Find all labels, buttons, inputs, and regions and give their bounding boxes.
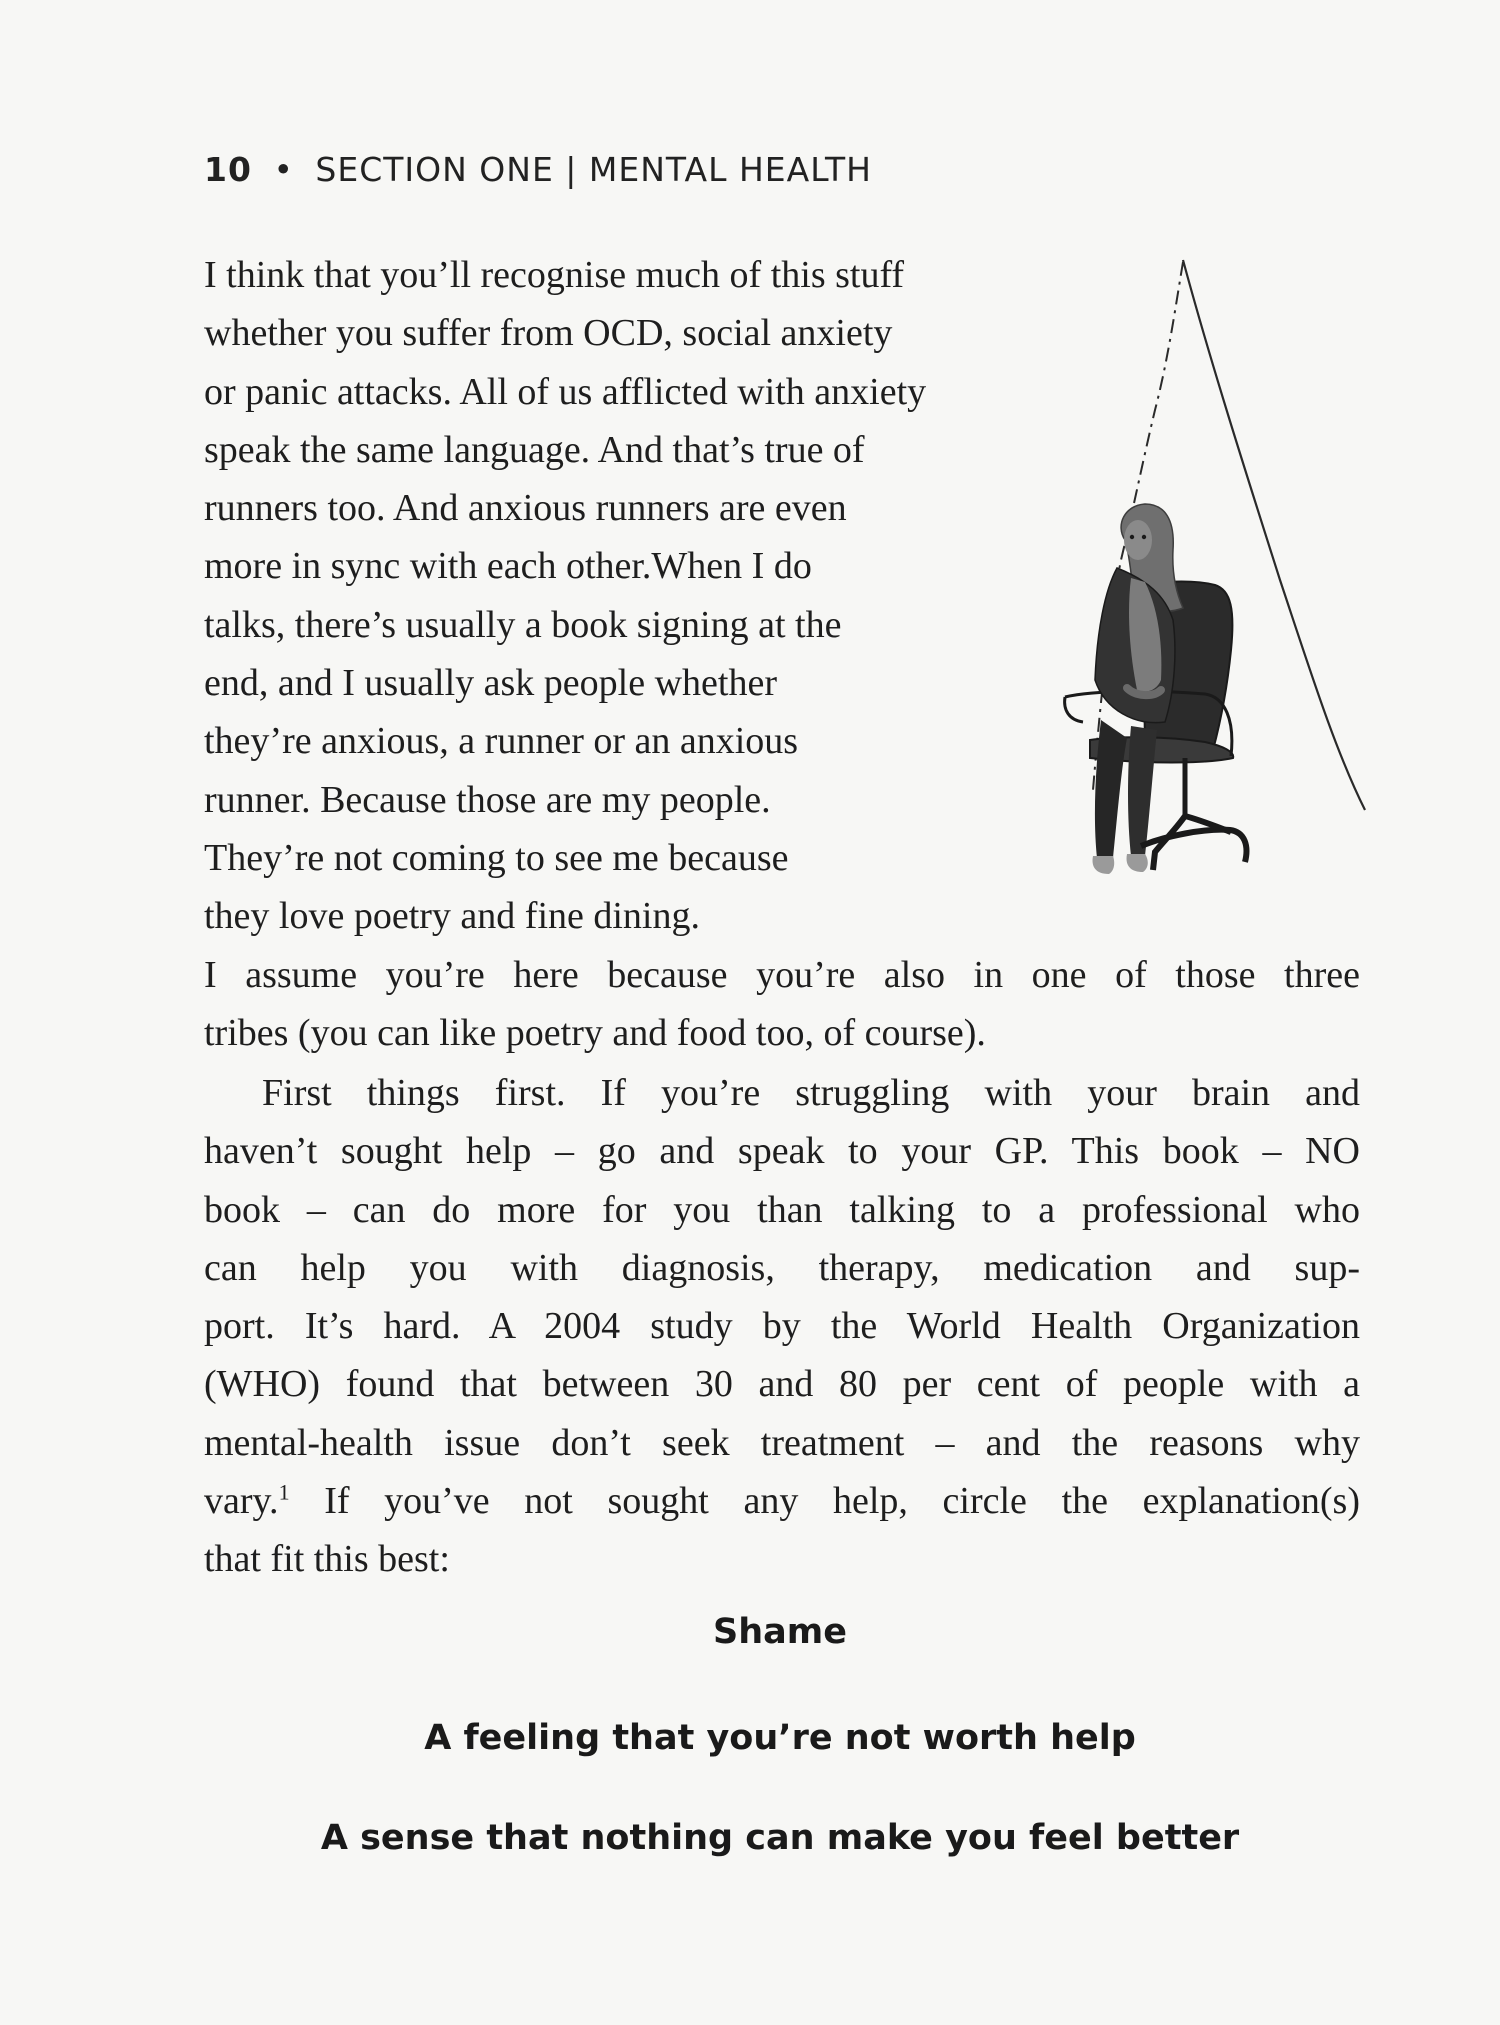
text-segment: If you’ve not sought any help, circle the explanation(s) xyxy=(324,1480,1360,1523)
text-line xyxy=(204,1472,1360,1530)
running-head xyxy=(204,150,872,189)
text-line: mental-health issue don’t seek treatment – and the reasons why xyxy=(204,1421,1360,1464)
text-line: runners too. And anxious runners are even xyxy=(204,487,847,530)
header-separator: • xyxy=(273,150,294,189)
text-line: port. It’s hard. A 2004 study by the World Health Organization xyxy=(204,1305,1360,1348)
option-nothing-helps: A sense that nothing can make you feel better xyxy=(320,1818,1240,1858)
text-line: they’re anxious, a runner or an anxious xyxy=(204,720,799,763)
woman-foot-right xyxy=(1127,854,1148,872)
paragraph-first-things xyxy=(204,1064,1360,1589)
text-line: runner. Because those are my people. xyxy=(204,778,771,821)
text-line: book – can do more for you than talking to a professional who xyxy=(204,1188,1360,1231)
text-segment: vary. xyxy=(204,1480,279,1523)
text-line: end, and I usually ask people whether xyxy=(204,662,777,705)
text-line: (WHO) found that between 30 and 80 per cent of people with a xyxy=(204,1363,1360,1406)
text-line: tribes (you can like poetry and food too, of course). xyxy=(204,1012,986,1055)
woman-leg-right xyxy=(1128,726,1157,856)
text-line: they love poetry and fine dining. xyxy=(204,895,700,938)
footnote-marker: 1 xyxy=(278,1479,290,1505)
text-line: I think that you’ll recognise much of this stuff xyxy=(204,254,905,296)
option-not-worth-help: A feeling that you’re not worth help xyxy=(424,1718,1136,1758)
section-title: SECTION ONE | MENTAL HEALTH xyxy=(315,150,873,189)
text-line: talks, there’s usually a book signing at the xyxy=(204,603,842,646)
woman-sitting-in-office-chair-illustration xyxy=(1035,250,1375,910)
woman-face xyxy=(1124,520,1152,560)
page-number: 10 xyxy=(204,150,252,189)
text-line: or panic attacks. All of us afflicted with anxiety xyxy=(204,370,927,413)
text-line: whether you suffer from OCD, social anxiety xyxy=(204,312,893,355)
text-line: haven’t sought help – go and speak to your GP. This book – NO xyxy=(204,1130,1360,1173)
text-line: can help you with diagnosis, therapy, medication and sup- xyxy=(204,1246,1360,1289)
woman-leg-left xyxy=(1095,720,1127,858)
text-line: more in sync with each other.When I do xyxy=(204,545,812,588)
wrapped-paragraph xyxy=(204,246,926,946)
option-shame: Shame xyxy=(713,1612,847,1652)
text-line: They’re not coming to see me because xyxy=(204,836,789,879)
text-line: speak the same language. And that’s true of xyxy=(204,428,865,471)
text-line: First things first. If you’re struggling with your brain and xyxy=(262,1072,1360,1114)
woman-foot-left xyxy=(1093,856,1115,874)
text-line: that fit this best: xyxy=(204,1538,450,1581)
text-line: I assume you’re here because you’re also in one of those three xyxy=(204,954,1360,996)
paragraph-tribes xyxy=(204,946,1360,1063)
